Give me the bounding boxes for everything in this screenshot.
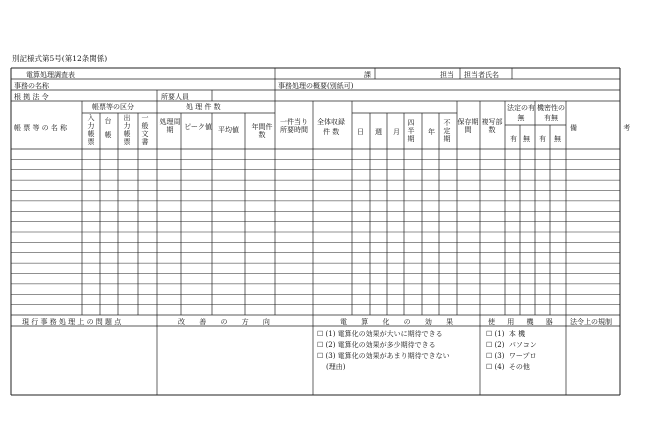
doc-category-header: 帳票等の区分	[92, 103, 134, 111]
retention-header: 保存期間	[457, 118, 479, 134]
law-basis-label: 根 拠 法 令	[14, 93, 49, 101]
effect-item-2: ☐ (2) 電算化の効果が多少期待できる	[317, 341, 436, 349]
count-header: 処 理 件 数	[186, 103, 221, 111]
doc-name-header: 帳 票 等 の 名 称	[14, 124, 68, 132]
time-per-case-header: 一件当り所要時間	[280, 118, 308, 134]
problems-header: 現 行 事 務 処 理 上 の 問 題 点	[22, 318, 122, 326]
remarks-header: 備 考	[570, 124, 652, 132]
improvement-header: 改 善 の 方 向	[178, 318, 276, 326]
ledger-header: 台帳	[104, 117, 112, 139]
secrecy-header: 機密性の有無	[537, 104, 565, 122]
week-header: 週	[375, 128, 382, 136]
input-doc-header: 入力帳票	[87, 114, 95, 146]
checkbox-icon[interactable]: ☐	[317, 352, 324, 360]
person-name-label: 担当者氏名	[464, 71, 499, 79]
checkbox-icon[interactable]: ☐	[486, 363, 493, 371]
job-name-label: 事務の名称	[14, 82, 49, 90]
effect-item-3: ☐ (3) 電算化の効果があまり期待できない	[317, 352, 450, 360]
checkbox-icon[interactable]: ☐	[317, 330, 324, 338]
summary-label: 事務処理の概要(別紙可)	[278, 82, 354, 90]
equipment-item-2: ☐ (2) パソコン	[486, 341, 537, 349]
effect-reason-label: (理由)	[326, 363, 346, 371]
checkbox-icon[interactable]: ☐	[486, 330, 493, 338]
equipment-item-1: ☐ (1) 本 機	[486, 330, 526, 338]
day-header: 日	[357, 128, 364, 136]
equipment-header: 使 用 機 器	[488, 318, 558, 326]
equipment-item-4: ☐ (4) その他	[486, 363, 530, 371]
month-header: 月	[393, 128, 400, 136]
secrecy-no: 無	[554, 135, 561, 143]
legal-yes: 有	[510, 135, 517, 143]
total-records-header: 全体収録	[317, 118, 345, 126]
checkbox-icon[interactable]: ☐	[317, 341, 324, 349]
secrecy-yes: 有	[539, 135, 546, 143]
form-title: 電算処理調査表	[26, 71, 75, 79]
equipment-item-3: ☐ (3) ワープロ	[486, 352, 537, 360]
quarter-header: 四半期	[407, 119, 415, 143]
copies-header: 複写部数	[481, 118, 503, 134]
staff-label: 所要人員	[161, 93, 189, 101]
person-label: 担当	[440, 71, 454, 79]
irregular-header: 不定期	[443, 119, 451, 143]
total-records-header-2: 件 数	[323, 128, 340, 136]
annual-header: 年間件数	[251, 123, 273, 139]
legal-no: 無	[523, 135, 530, 143]
legal-restriction-header: 法令上の規制	[570, 318, 612, 326]
peak-header: ピーク値	[184, 123, 212, 131]
average-header: 平均値	[218, 126, 239, 134]
section-label: 課	[364, 71, 371, 79]
effect-header: 電 算 化 の 効 果	[340, 318, 460, 326]
legal-header: 法定の有 無	[507, 104, 535, 122]
effect-item-1: ☐ (1) 電算化の効果が大いに期待できる	[317, 330, 443, 338]
cycle-header: 処理周期	[159, 118, 181, 134]
form-label: 別記様式第5号(第12条関係)	[12, 54, 108, 63]
checkbox-icon[interactable]: ☐	[486, 341, 493, 349]
general-doc-header: 一般文書	[141, 114, 149, 146]
checkbox-icon[interactable]: ☐	[486, 352, 493, 360]
output-doc-header: 出力帳票	[123, 114, 131, 146]
year-header: 年	[428, 128, 435, 136]
